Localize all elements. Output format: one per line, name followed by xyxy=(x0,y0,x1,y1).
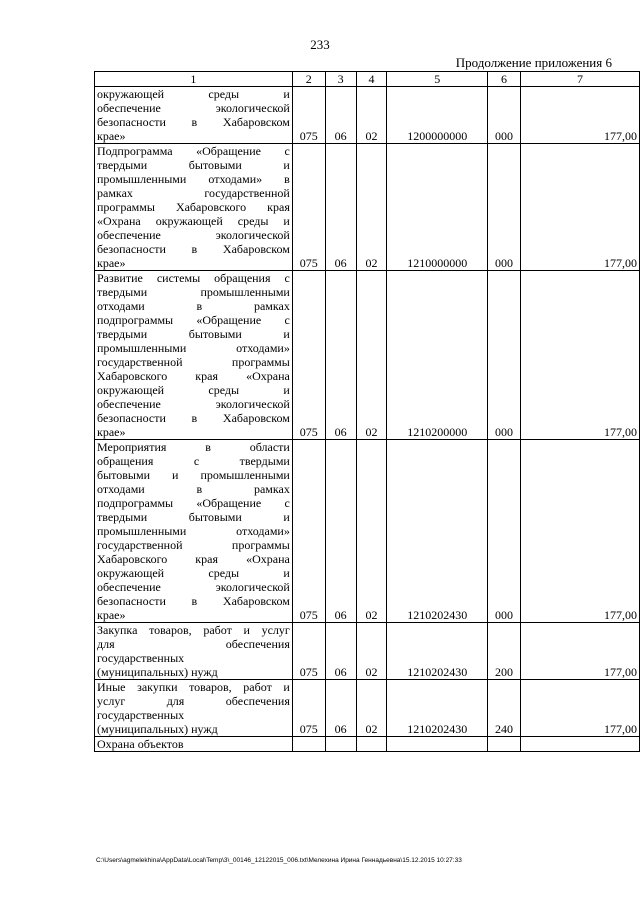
table-row xyxy=(95,680,640,737)
amount-cell: 177,00 xyxy=(520,271,639,440)
name-line: твердыми бытовыми и xyxy=(97,158,290,172)
section-cell: 06 xyxy=(325,623,356,680)
name-line: государственных xyxy=(97,651,185,665)
name-line: государственных xyxy=(97,708,185,722)
name-line: твердыми промышленными xyxy=(97,285,290,299)
section-cell: 06 xyxy=(325,680,356,737)
table-header-row xyxy=(95,72,640,87)
name-line: рамках государственной xyxy=(97,186,290,200)
amount-cell: 177,00 xyxy=(520,623,639,680)
row-name-cell xyxy=(95,440,293,623)
name-line: Подпрограмма «Обращение с xyxy=(97,144,290,158)
name-line: промышленными отходами» xyxy=(97,341,290,355)
name-line: Охрана объектов xyxy=(97,737,184,751)
code-cell: 075 xyxy=(292,440,325,623)
row-name-cell xyxy=(95,87,293,144)
section-cell xyxy=(325,737,356,752)
table-row xyxy=(95,623,640,680)
name-line: отходами в рамках xyxy=(97,482,290,496)
table-row xyxy=(95,440,640,623)
expense-type-cell: 000 xyxy=(488,144,521,271)
code-cell: 075 xyxy=(292,271,325,440)
header-cell: 2 xyxy=(292,72,325,87)
target-article-cell: 1200000000 xyxy=(387,87,488,144)
row-name-cell xyxy=(95,680,293,737)
subsection-cell: 02 xyxy=(356,87,387,144)
name-line: «Охрана окружающей среды и xyxy=(97,214,290,228)
name-line: Хабаровского края «Охрана xyxy=(97,552,290,566)
expense-type-cell: 200 xyxy=(488,623,521,680)
name-line: подпрограммы «Обращение с xyxy=(97,496,290,510)
name-line: (муниципальных) нужд xyxy=(97,722,218,736)
name-line: Развитие системы обращения с xyxy=(97,271,290,285)
name-line: безопасности в Хабаровском xyxy=(97,115,290,129)
table-row xyxy=(95,271,640,440)
name-line: твердыми бытовыми и xyxy=(97,510,290,524)
row-name-cell xyxy=(95,144,293,271)
name-line: обеспечение экологической xyxy=(97,397,290,411)
header-cell: 3 xyxy=(325,72,356,87)
subsection-cell: 02 xyxy=(356,623,387,680)
code-cell: 075 xyxy=(292,623,325,680)
expense-type-cell: 000 xyxy=(488,440,521,623)
name-line: обеспечение экологической xyxy=(97,228,290,242)
subsection-cell: 02 xyxy=(356,144,387,271)
name-line: подпрограммы «Обращение с xyxy=(97,313,290,327)
expense-type-cell: 240 xyxy=(488,680,521,737)
name-line: Мероприятия в области xyxy=(97,440,290,454)
table-row xyxy=(95,144,640,271)
name-line: государственной программы xyxy=(97,355,290,369)
name-line: безопасности в Хабаровском xyxy=(97,594,290,608)
page-number: 233 xyxy=(310,37,330,52)
name-line: промышленными отходами» в xyxy=(97,172,290,186)
name-line: (муниципальных) нужд xyxy=(97,665,218,679)
row-name-cell xyxy=(95,737,293,752)
target-article-cell: 1210202430 xyxy=(387,440,488,623)
name-line: твердыми бытовыми и xyxy=(97,327,290,341)
row-name-cell xyxy=(95,623,293,680)
name-line: для обеспечения xyxy=(97,637,290,651)
section-cell: 06 xyxy=(325,440,356,623)
name-line: отходами в рамках xyxy=(97,299,290,313)
header-cell: 1 xyxy=(95,72,293,87)
expense-type-cell xyxy=(488,737,521,752)
expense-type-cell: 000 xyxy=(488,271,521,440)
budget-table xyxy=(94,71,640,752)
name-line: Хабаровского края «Охрана xyxy=(97,369,290,383)
section-cell: 06 xyxy=(325,87,356,144)
subsection-cell: 02 xyxy=(356,271,387,440)
name-line: обеспечение экологической xyxy=(97,580,290,594)
section-cell: 06 xyxy=(325,271,356,440)
file-path-footer: C:\Users\agmelekhina\AppData\Local\Temp\3\_00146_12122015_006.txt\Мелехина Ирина Геннадьевна\15.12.2015 10:27:33 xyxy=(96,857,462,864)
name-line: крае» xyxy=(97,608,126,622)
table-row xyxy=(95,737,640,752)
name-line: государственной программы xyxy=(97,538,290,552)
header-cell: 7 xyxy=(520,72,639,87)
amount-cell: 177,00 xyxy=(520,87,639,144)
target-article-cell: 1210200000 xyxy=(387,271,488,440)
subsection-cell xyxy=(356,737,387,752)
target-article-cell: 1210202430 xyxy=(387,680,488,737)
expense-type-cell: 000 xyxy=(488,87,521,144)
amount-cell: 177,00 xyxy=(520,144,639,271)
name-line: бытовыми и промышленными xyxy=(97,468,290,482)
name-line: крае» xyxy=(97,425,126,439)
name-line: программы Хабаровского края xyxy=(97,200,290,214)
continuation-note: Продолжение приложения 6 xyxy=(455,55,612,70)
amount-cell: 177,00 xyxy=(520,680,639,737)
name-line: услуг для обеспечения xyxy=(97,694,290,708)
name-line: безопасности в Хабаровском xyxy=(97,411,290,425)
section-cell: 06 xyxy=(325,144,356,271)
header-cell: 4 xyxy=(356,72,387,87)
name-line: промышленными отходами» xyxy=(97,524,290,538)
name-line: окружающей среды и xyxy=(97,383,290,397)
name-line: крае» xyxy=(97,256,126,270)
name-line: окружающей среды и xyxy=(97,566,290,580)
name-line: крае» xyxy=(97,129,126,143)
name-line: обращения с твердыми xyxy=(97,454,290,468)
name-line: окружающей среды и xyxy=(97,87,290,101)
code-cell xyxy=(292,737,325,752)
table-row xyxy=(95,87,640,144)
code-cell: 075 xyxy=(292,144,325,271)
name-line: обеспечение экологической xyxy=(97,101,290,115)
target-article-cell: 1210202430 xyxy=(387,623,488,680)
code-cell: 075 xyxy=(292,87,325,144)
amount-cell xyxy=(520,737,639,752)
amount-cell: 177,00 xyxy=(520,440,639,623)
subsection-cell: 02 xyxy=(356,680,387,737)
target-article-cell xyxy=(387,737,488,752)
name-line: безопасности в Хабаровском xyxy=(97,242,290,256)
subsection-cell: 02 xyxy=(356,440,387,623)
header-cell: 6 xyxy=(488,72,521,87)
header-cell: 5 xyxy=(387,72,488,87)
name-line: Закупка товаров, работ и услуг xyxy=(97,623,290,637)
row-name-cell xyxy=(95,271,293,440)
code-cell: 075 xyxy=(292,680,325,737)
target-article-cell: 1210000000 xyxy=(387,144,488,271)
name-line: Иные закупки товаров, работ и xyxy=(97,680,290,694)
